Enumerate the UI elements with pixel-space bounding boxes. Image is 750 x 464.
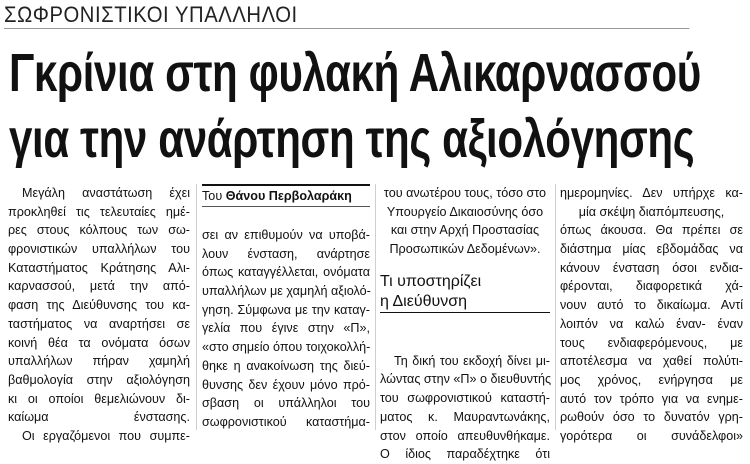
text-line: μία σκέψη διαπόμπευσης, <box>578 204 725 219</box>
text-line: λοιπόν να καλώ έναν- έναν <box>560 316 743 331</box>
text-line: θυνσης δεν έχουν μόνο πρό- <box>202 377 370 392</box>
text-line: Τη δική του εκδοχή δίνει μι- <box>394 353 550 368</box>
text-line: υπαλλήλων με χαμηλή αξιολό- <box>202 284 371 299</box>
article-column-1 <box>8 184 190 446</box>
text-line: σει αν επιθυμούν να υποβά- <box>202 228 370 242</box>
subheading <box>380 272 550 313</box>
byline-prefix: Του <box>202 189 223 203</box>
text-line: κι οι οποίοι θεμελιώνουν δι- <box>8 391 190 406</box>
column-3-paragraph-1 <box>380 184 550 259</box>
text-line: γηση. Σύμφωνα με την καταγ- <box>202 302 370 317</box>
byline <box>202 184 370 207</box>
text-line: και στην Αρχή Προστασίας <box>390 223 540 238</box>
text-line: προκληθεί τις τελευταίες ημέ- <box>8 204 190 219</box>
text-line: σωφρονιστικού καταστήμα- <box>202 414 370 429</box>
headline-line-1: Γκρίνια στη φυλακή Αλικαρνασσού <box>9 43 701 103</box>
text-line: φέρονται, διαφορετικά χά- <box>560 279 743 294</box>
text-line: ματος κ. Μαυραντωνάκης, <box>380 409 550 424</box>
byline-author: Θάνου Περβολαράκη <box>225 189 352 203</box>
text-line: σβαση οι υπάλληλοι του <box>202 396 370 411</box>
text-line: Προσωπικών Δεδομένων». <box>389 242 541 257</box>
text-line: λώντας στην «Π» ο διευθυντής <box>380 372 552 387</box>
section-kicker: ΣΩΦΡΟΝΙΣΤΙΚΟΙ ΥΠΑΛΛΗΛΟΙ <box>4 1 689 29</box>
subheading-line-1: Τι υποστηρίζει <box>380 273 482 290</box>
text-line: καίωμα ένστασης. <box>8 410 190 425</box>
subheading-line-2: η Διεύθυνση <box>380 293 468 310</box>
text-line: του ανωτέρου τους, τόσο στο <box>383 186 547 200</box>
text-line: του σωφρονιστικού καταστή- <box>380 391 550 406</box>
text-line: κοινή θέα τα ονόματα όσων <box>8 335 190 350</box>
text-line: βαθμολογία στην αξιολόγηση <box>8 372 190 387</box>
article-column-2 <box>202 226 370 432</box>
text-line: γορότερα οι συνάδελφοι» <box>560 428 743 443</box>
text-line: Μεγάλη αναστάτωση έχει <box>22 186 190 200</box>
text-line: αυτό τον τρόπο για να ενημε- <box>560 391 743 406</box>
text-line: καρνασσού, μετά την από- <box>8 279 190 294</box>
text-line: αποτέλεσμα να χαθεί πολύτι- <box>560 354 743 369</box>
text-line: Καταστήματος Κράτησης Αλι- <box>8 260 190 275</box>
text-line: γελία που έγινε στην «Π», <box>202 321 370 336</box>
text-line: στον οποίο απευθυνθήκαμε. <box>380 428 550 443</box>
column-divider <box>375 184 376 430</box>
text-line: φαση της Διεύθυνσης του κα- <box>8 298 190 313</box>
text-line: ρες στους κόλπους των σω- <box>8 223 190 238</box>
text-line: «στο σημείο όπου τοιχοκολλή- <box>202 340 371 355</box>
text-line: νουν αυτό το δικαίωμα. Αντί <box>560 298 743 313</box>
text-line: όπως καταγγέλλεται, ονόματα <box>202 265 370 280</box>
column-divider <box>555 184 556 430</box>
text-line: μος χρόνος, ενήργησα με <box>560 372 743 387</box>
text-line: Οι εργαζόμενοι που συμπε- <box>22 428 190 443</box>
text-line: τους ενδιαφερόμενους, με <box>560 335 743 350</box>
article-column-3 <box>380 184 550 464</box>
column-divider <box>196 184 197 430</box>
text-line: θηκε η ανακοίνωση της διεύ- <box>202 358 370 373</box>
text-line: κάνουν ένσταση όσοι ενδια- <box>560 260 743 275</box>
article-column-4 <box>560 184 743 446</box>
text-line: ημερομηνίες. Δεν υπήρχε κα- <box>560 186 743 200</box>
text-line: όπως άκουσα. Θα πρέπει σε <box>560 223 743 238</box>
text-line: ταστήματος να αναρτήσει σε <box>8 316 190 331</box>
text-line: υπαλλήλων πήραν χαμηλή <box>8 354 190 369</box>
column-3-paragraph-2 <box>380 352 550 464</box>
text-line: λουν ένσταση, ανάρτησε <box>202 246 370 261</box>
headline-line-2: για την ανάρτηση της αξιολόγησης <box>9 109 695 169</box>
text-line: διάστημα μίας εβδομάδας να <box>560 242 743 257</box>
text-line: Υπουργείο Δικαιοσύνης όσο <box>386 204 544 219</box>
text-line: φρονιστικών υπαλλήλων του <box>8 242 190 257</box>
text-line: Ο ίδιος παραδέχτηκε ότι <box>380 447 550 462</box>
text-line: ρωθούν όσο το δυνατόν γρη- <box>560 410 743 425</box>
